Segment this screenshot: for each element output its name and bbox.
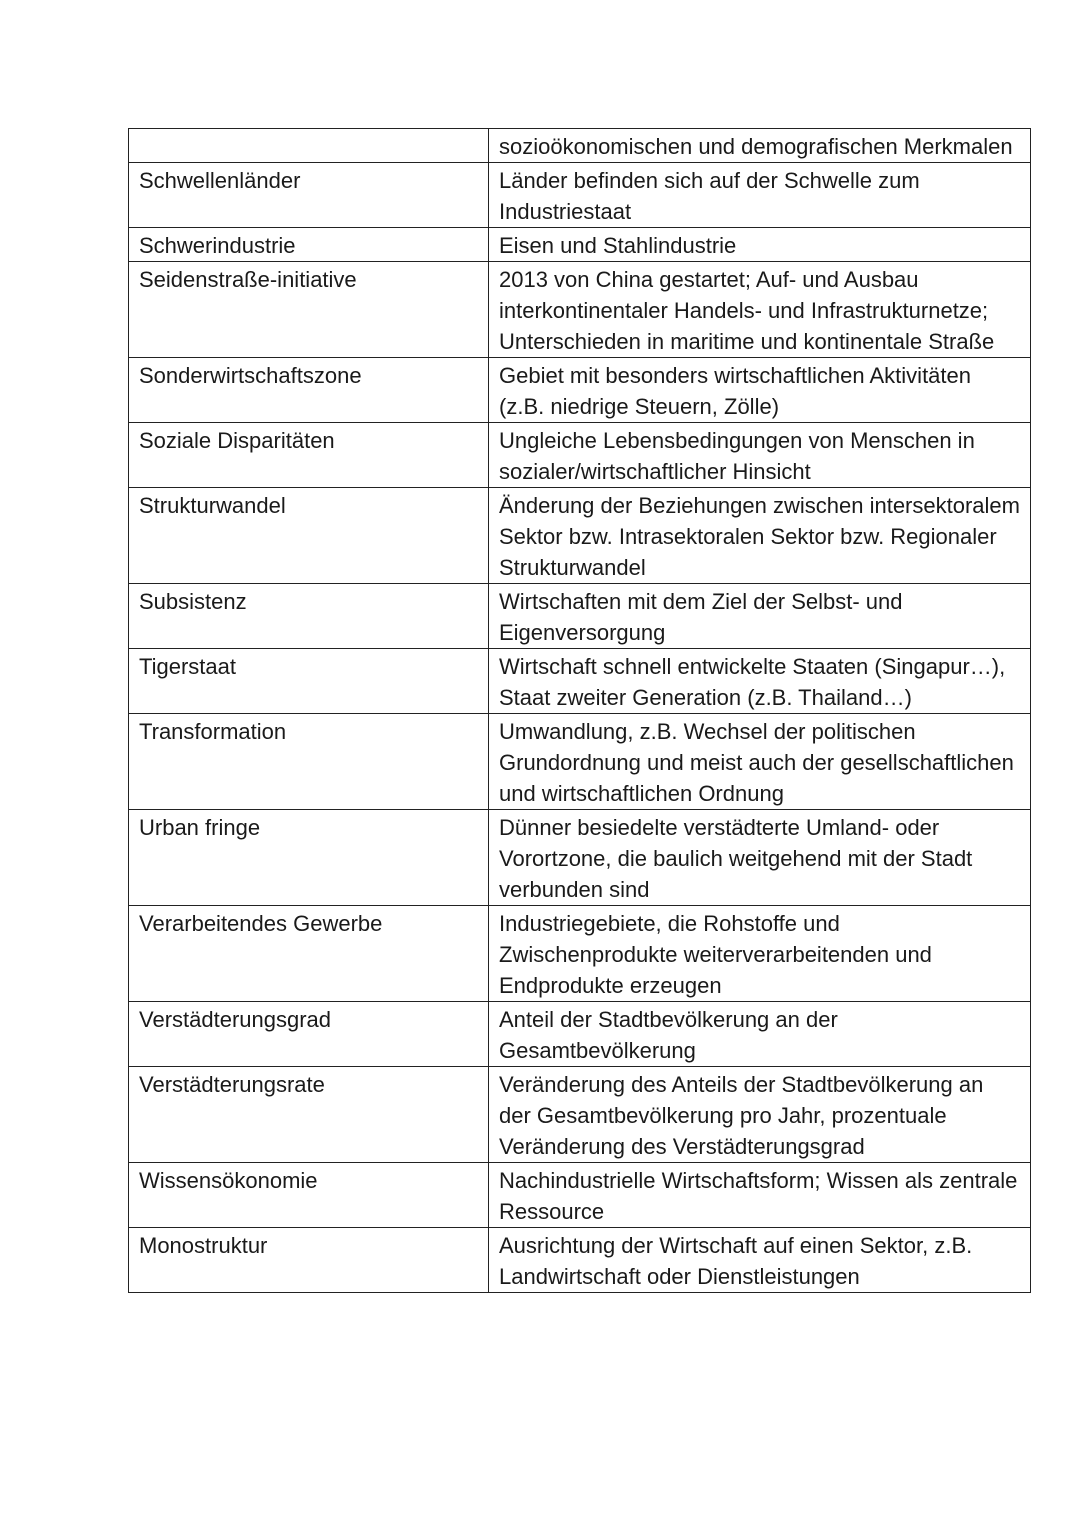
definition-cell: Ausrichtung der Wirtschaft auf einen Sektor, z.B. Landwirtschaft oder Dienstleistungen <box>489 1228 1031 1293</box>
table-row <box>129 423 1031 488</box>
term-cell <box>129 129 489 163</box>
table-row <box>129 488 1031 584</box>
table-row <box>129 714 1031 810</box>
table-row <box>129 1067 1031 1163</box>
term-cell: Wissensökonomie <box>129 1163 489 1228</box>
definition-cell: Anteil der Stadtbevölkerung an der Gesamtbevölkerung <box>489 1002 1031 1067</box>
table-row <box>129 906 1031 1002</box>
table-row <box>129 1228 1031 1293</box>
definition-cell: sozioökonomischen und demografischen Merkmalen <box>489 129 1031 163</box>
definition-cell: Änderung der Beziehungen zwischen intersektoralem Sektor bzw. Intrasektoralen Sektor bzw. Regionaler Strukturwandel <box>489 488 1031 584</box>
table-row <box>129 262 1031 358</box>
definition-cell: Wirtschaft schnell entwickelte Staaten (Singapur…), Staat zweiter Generation (z.B. Thailand…) <box>489 649 1031 714</box>
term-cell: Subsistenz <box>129 584 489 649</box>
table-row <box>129 228 1031 262</box>
definition-cell: Eisen und Stahlindustrie <box>489 228 1031 262</box>
term-cell: Tigerstaat <box>129 649 489 714</box>
definition-cell: Ungleiche Lebensbedingungen von Menschen in sozialer/wirtschaftlicher Hinsicht <box>489 423 1031 488</box>
term-cell: Transformation <box>129 714 489 810</box>
table-row <box>129 163 1031 228</box>
table-row <box>129 810 1031 906</box>
table-row <box>129 1002 1031 1067</box>
term-cell: Verarbeitendes Gewerbe <box>129 906 489 1002</box>
term-cell: Verstädterungsrate <box>129 1067 489 1163</box>
glossary-table <box>128 128 1031 1293</box>
table-row <box>129 584 1031 649</box>
definition-cell: Wirtschaften mit dem Ziel der Selbst- und Eigenversorgung <box>489 584 1031 649</box>
term-cell: Soziale Disparitäten <box>129 423 489 488</box>
term-cell: Sonderwirtschaftszone <box>129 358 489 423</box>
definition-cell: Veränderung des Anteils der Stadtbevölkerung an der Gesamtbevölkerung pro Jahr, prozentuale Veränderung des Verstädterungsgrad <box>489 1067 1031 1163</box>
term-cell: Monostruktur <box>129 1228 489 1293</box>
term-cell: Urban fringe <box>129 810 489 906</box>
table-row <box>129 1163 1031 1228</box>
term-cell: Schwerindustrie <box>129 228 489 262</box>
definition-cell: Länder befinden sich auf der Schwelle zum Industriestaat <box>489 163 1031 228</box>
definition-cell: Dünner besiedelte verstädterte Umland- oder Vorortzone, die baulich weitgehend mit der Stadt verbunden sind <box>489 810 1031 906</box>
table-row <box>129 649 1031 714</box>
table-row <box>129 129 1031 163</box>
definition-cell: 2013 von China gestartet; Auf- und Ausbau interkontinentaler Handels- und Infrastrukturnetze; Unterschieden in maritime und kontinentale Straße <box>489 262 1031 358</box>
table-row <box>129 358 1031 423</box>
term-cell: Verstädterungsgrad <box>129 1002 489 1067</box>
definition-cell: Nachindustrielle Wirtschaftsform; Wissen als zentrale Ressource <box>489 1163 1031 1228</box>
definition-cell: Industriegebiete, die Rohstoffe und Zwischenprodukte weiterverarbeitenden und Endprodukte erzeugen <box>489 906 1031 1002</box>
term-cell: Seidenstraße-initiative <box>129 262 489 358</box>
definition-cell: Umwandlung, z.B. Wechsel der politischen Grundordnung und meist auch der gesellschaftlichen und wirtschaftlichen Ordnung <box>489 714 1031 810</box>
term-cell: Strukturwandel <box>129 488 489 584</box>
term-cell: Schwellenländer <box>129 163 489 228</box>
definition-cell: Gebiet mit besonders wirtschaftlichen Aktivitäten (z.B. niedrige Steuern, Zölle) <box>489 358 1031 423</box>
